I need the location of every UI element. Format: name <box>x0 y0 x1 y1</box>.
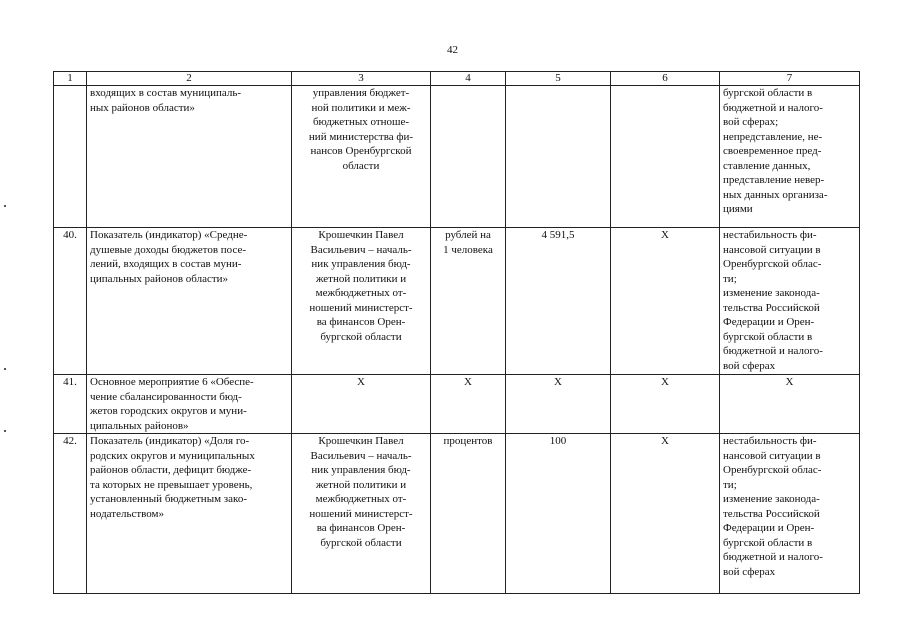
responsible-person: X <box>292 375 431 434</box>
value: 4 591,5 <box>506 228 611 375</box>
table-row <box>54 434 860 594</box>
row-number <box>54 86 87 228</box>
unit <box>431 86 506 228</box>
header-col-5: 5 <box>506 72 611 86</box>
indicators-table <box>53 71 860 594</box>
risks: бургской области в бюджетной и налого- вой сферах; непредставление, не- своевременное пред- ставление данных, представление невер- ных данных организа- циями <box>720 86 860 228</box>
page-number: 42 <box>447 44 458 56</box>
col6-value: X <box>611 434 720 594</box>
risks: X <box>720 375 860 434</box>
table-row <box>54 375 860 434</box>
col6-value: X <box>611 375 720 434</box>
header-col-6: 6 <box>611 72 720 86</box>
header-col-2: 2 <box>87 72 292 86</box>
header-col-7: 7 <box>720 72 860 86</box>
value: X <box>506 375 611 434</box>
scan-mark <box>4 430 6 432</box>
responsible-person: управления бюджет- ной политики и меж- бюджетных отноше- ний министерства фи- нансов Оренбургской области <box>292 86 431 228</box>
scan-mark <box>4 368 6 370</box>
header-row <box>54 72 860 86</box>
indicator-name: входящих в состав муниципаль- ных районов области» <box>87 86 292 228</box>
unit: процентов <box>431 434 506 594</box>
responsible-person: Крошечкин Павел Васильевич – началь- ник управления бюд- жетной политики и межбюджетных от- ношений министерст- ва финансов Орен- бургской области <box>292 434 431 594</box>
col6-value <box>611 86 720 228</box>
indicator-name: Основное мероприятие 6 «Обеспе- чение сбалансированности бюд- жетов городских округов и муни- ципальных районов» <box>87 375 292 434</box>
col6-value: X <box>611 228 720 375</box>
responsible-person: Крошечкин Павел Васильевич – началь- ник управления бюд- жетной политики и межбюджетных от- ношений министерст- ва финансов Орен- бургской области <box>292 228 431 375</box>
value <box>506 86 611 228</box>
risks: нестабильность фи- нансовой ситуации в Оренбургской облас- ти; изменение законода- тельства Российской Федерации и Орен- бургской области в бюджетной и налого- вой сферах <box>720 228 860 375</box>
scan-mark <box>4 205 6 207</box>
indicator-name: Показатель (индикатор) «Доля го- родских округов и муниципальных районов области, дефицит бюдже- та которых не превышает уровень, установленный бюджетным зако- нодательством» <box>87 434 292 594</box>
row-number: 40. <box>54 228 87 375</box>
value: 100 <box>506 434 611 594</box>
unit: X <box>431 375 506 434</box>
indicator-name: Показатель (индикатор) «Средне- душевые доходы бюджетов посе- лений, входящих в состав муни- ципальных районов области» <box>87 228 292 375</box>
row-number: 42. <box>54 434 87 594</box>
table-row <box>54 228 860 375</box>
row-number: 41. <box>54 375 87 434</box>
table-row <box>54 86 860 228</box>
header-col-4: 4 <box>431 72 506 86</box>
risks: нестабильность фи- нансовой ситуации в Оренбургской облас- ти; изменение законода- тельства Российской Федерации и Орен- бургской области в бюджетной и налого- вой сферах <box>720 434 860 594</box>
header-col-3: 3 <box>292 72 431 86</box>
header-col-1: 1 <box>54 72 87 86</box>
unit: рублей на 1 человека <box>431 228 506 375</box>
